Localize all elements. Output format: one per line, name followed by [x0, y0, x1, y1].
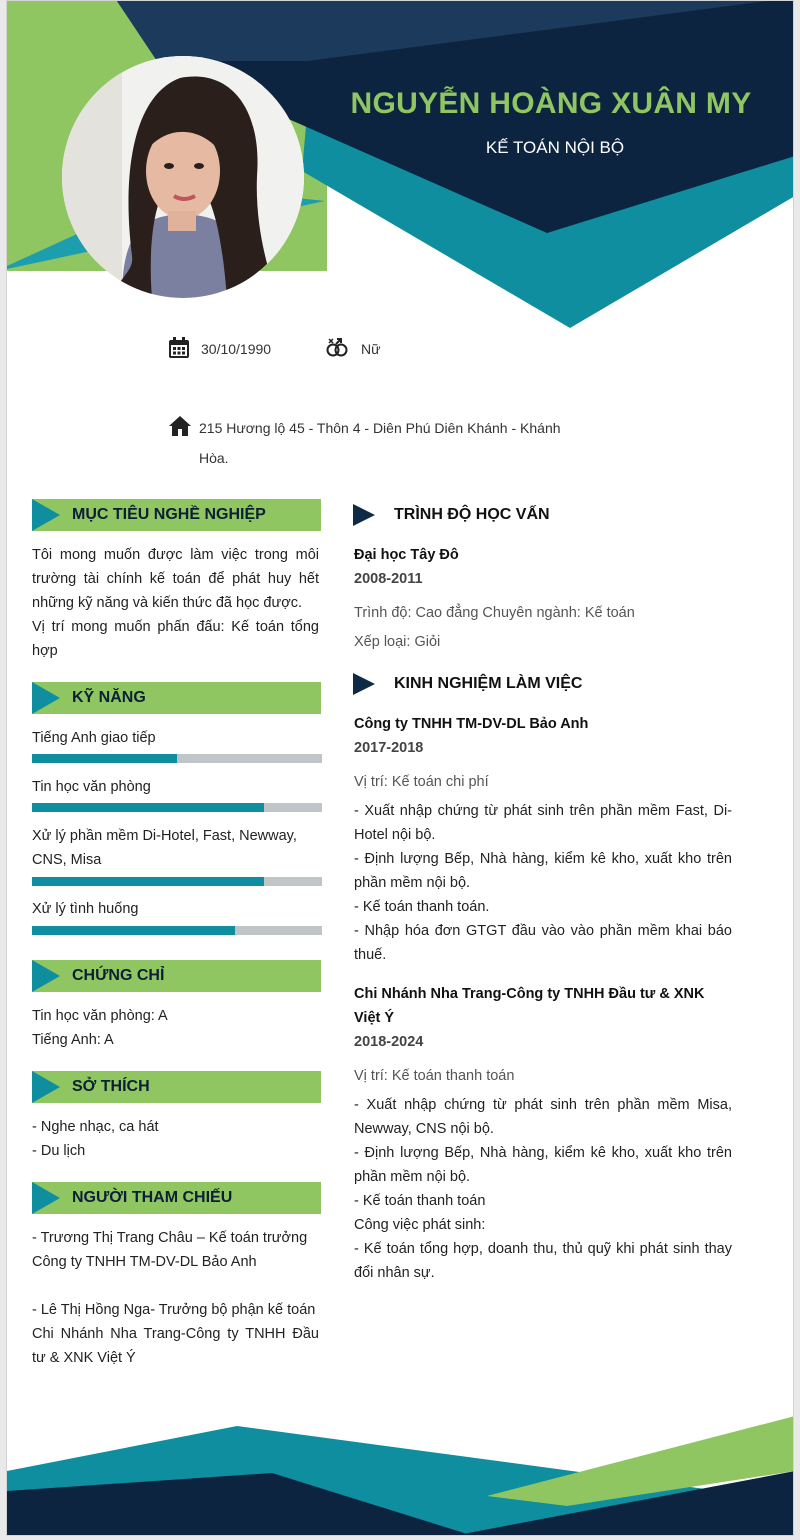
- reference-line: Công ty TNHH TM-DV-DL Bảo Anh: [32, 1254, 257, 1270]
- certificate-item: Tin học văn phòng: A: [32, 1008, 168, 1024]
- hobbies-list: [32, 1115, 159, 1163]
- skill-bar-fill: [32, 877, 264, 886]
- objective-line: hợp: [32, 643, 58, 659]
- company-name: Chi Nhánh Nha Trang-Công ty TNHH Đầu tư & XNK: [354, 986, 705, 1002]
- job-years: 2017-2018: [354, 740, 424, 756]
- objective-text: [32, 543, 319, 663]
- job-block-2: [354, 982, 732, 1285]
- education-grade: Xếp loại: Giỏi: [354, 634, 441, 650]
- job-duty-line: - Định lượng Bếp, Nhà hàng, kiểm kê kho, xuất kho trên: [354, 851, 732, 867]
- hobby-item: - Nghe nhạc, ca hát: [32, 1119, 159, 1135]
- references-heading: [32, 1182, 321, 1214]
- calendar-icon: [167, 336, 191, 360]
- skill-label: Xử lý tình huống: [32, 901, 139, 917]
- triangle-icon: [32, 499, 60, 531]
- job-duty-line: Hotel nội bộ.: [354, 827, 436, 843]
- gender-value: Nữ: [361, 341, 381, 357]
- job-duty-line: đổi nhân sự.: [354, 1265, 435, 1281]
- triangle-icon: [32, 960, 60, 992]
- home-icon: [168, 415, 192, 437]
- experience-heading-label: KINH NGHIỆM LÀM VIỆC: [394, 675, 583, 692]
- certificates-heading-label: CHỨNG CHỈ: [72, 967, 165, 984]
- job-duty-line: - Kế toán thanh toán.: [354, 899, 490, 915]
- objective-line: trường tài chính kế toán để phát huy hết: [32, 571, 319, 587]
- profile-photo: [62, 56, 304, 298]
- objective-line: Vị trí mong muốn phấn đấu: Kế toán tổng: [32, 619, 319, 635]
- skill-bar: [32, 877, 322, 886]
- address-line-1: 215 Hương lộ 45 - Thôn 4 - Diên Phú Diên Khánh - Khánh: [199, 420, 561, 436]
- job-duty-line: thuế.: [354, 947, 387, 963]
- skill-bar: [32, 926, 322, 935]
- skill-bar-fill: [32, 754, 177, 763]
- education-heading-label: TRÌNH ĐỘ HỌC VẤN: [394, 506, 550, 523]
- school-name: Đại học Tây Đô: [354, 547, 459, 563]
- skill-bar: [32, 754, 322, 763]
- skill-label-cont: CNS, Misa: [32, 852, 102, 868]
- references-text: [32, 1226, 319, 1370]
- reference-line: tư & XNK Việt Ý: [32, 1350, 136, 1366]
- certificates-heading: [32, 960, 321, 992]
- job-duty-line: - Định lượng Bếp, Nhà hàng, kiểm kê kho, xuất kho trên: [354, 1145, 732, 1161]
- job-duty-line: Newway, CNS nội bộ.: [354, 1121, 494, 1137]
- company-name-cont: Việt Ý: [354, 1010, 395, 1026]
- cv-page: [6, 0, 794, 1536]
- certificates-list: [32, 1004, 168, 1052]
- certificate-item: Tiếng Anh: A: [32, 1032, 114, 1048]
- triangle-icon: [32, 1071, 60, 1103]
- candidate-name: NGUYỄN HOÀNG XUÂN MY: [350, 87, 752, 120]
- reference-line: - Trương Thị Trang Châu – Kế toán trưởng: [32, 1230, 308, 1246]
- triangle-icon: [353, 673, 375, 695]
- address-line-2: Hòa.: [199, 450, 229, 466]
- skill-label: Xử lý phần mềm Di-Hotel, Fast, Newway,: [32, 828, 297, 844]
- dob-value: 30/10/1990: [201, 341, 272, 357]
- job-duty-line: phần mềm nội bộ.: [354, 875, 471, 891]
- job-duty-line: - Kế toán tổng hợp, doanh thu, thủ quỹ khi phát sinh thay: [354, 1241, 732, 1257]
- education-level: Trình độ: Cao đẳng Chuyên ngành: Kế toán: [354, 605, 635, 621]
- triangle-icon: [353, 504, 375, 526]
- objective-line: Tôi mong muốn được làm việc trong môi: [32, 547, 319, 563]
- job-position: Vị trí: Kế toán chi phí: [354, 774, 489, 790]
- gender-icon: [325, 336, 349, 360]
- objective-heading-label: MỤC TIÊU NGHỀ NGHIỆP: [72, 506, 266, 523]
- job-duty-line: - Xuất nhập chứng từ phát sinh trên phần mềm Misa,: [354, 1097, 732, 1113]
- skill-bar: [32, 803, 322, 812]
- hobbies-heading: [32, 1071, 321, 1103]
- job-years: 2018-2024: [354, 1034, 424, 1050]
- education-block: [354, 543, 734, 654]
- references-heading-label: NGƯỜI THAM CHIẾU: [72, 1189, 233, 1206]
- job-duty-line: - Nhập hóa đơn GTGT đầu vào vào phần mềm khai báo: [354, 923, 732, 939]
- reference-line: - Lê Thị Hồng Nga- Trưởng bộ phận kế toán: [32, 1302, 316, 1318]
- skill-label: Tin học văn phòng: [32, 779, 151, 795]
- job-duty-line: - Xuất nhập chứng từ phát sinh trên phần mềm Fast, Di-: [354, 803, 732, 819]
- job-duty-line: - Kế toán thanh toán: [354, 1193, 486, 1209]
- objective-line: những kỹ năng và kiến thức đã học được.: [32, 595, 302, 611]
- skill-bar-fill: [32, 803, 264, 812]
- skill-label: Tiếng Anh giao tiếp: [32, 730, 156, 746]
- education-years: 2008-2011: [354, 571, 423, 587]
- job-block-1: [354, 712, 732, 967]
- skills-heading: [32, 682, 321, 714]
- hobbies-heading-label: SỞ THÍCH: [72, 1078, 150, 1095]
- job-duty-line: Công việc phát sinh:: [354, 1217, 486, 1233]
- hobby-item: - Du lịch: [32, 1143, 86, 1159]
- reference-line: Chi Nhánh Nha Trang-Công ty TNHH Đầu: [32, 1326, 319, 1342]
- skills-heading-label: KỸ NĂNG: [72, 689, 146, 706]
- triangle-icon: [32, 682, 60, 714]
- job-duty-line: phần mềm nội bộ.: [354, 1169, 471, 1185]
- avatar: [62, 56, 304, 298]
- job-position: Vị trí: Kế toán thanh toán: [354, 1068, 515, 1084]
- triangle-icon: [32, 1182, 60, 1214]
- skill-bar-fill: [32, 926, 235, 935]
- objective-heading: [32, 499, 321, 531]
- company-name: Công ty TNHH TM-DV-DL Bảo Anh: [354, 716, 589, 732]
- job-title: KẾ TOÁN NỘI BỘ: [485, 138, 625, 157]
